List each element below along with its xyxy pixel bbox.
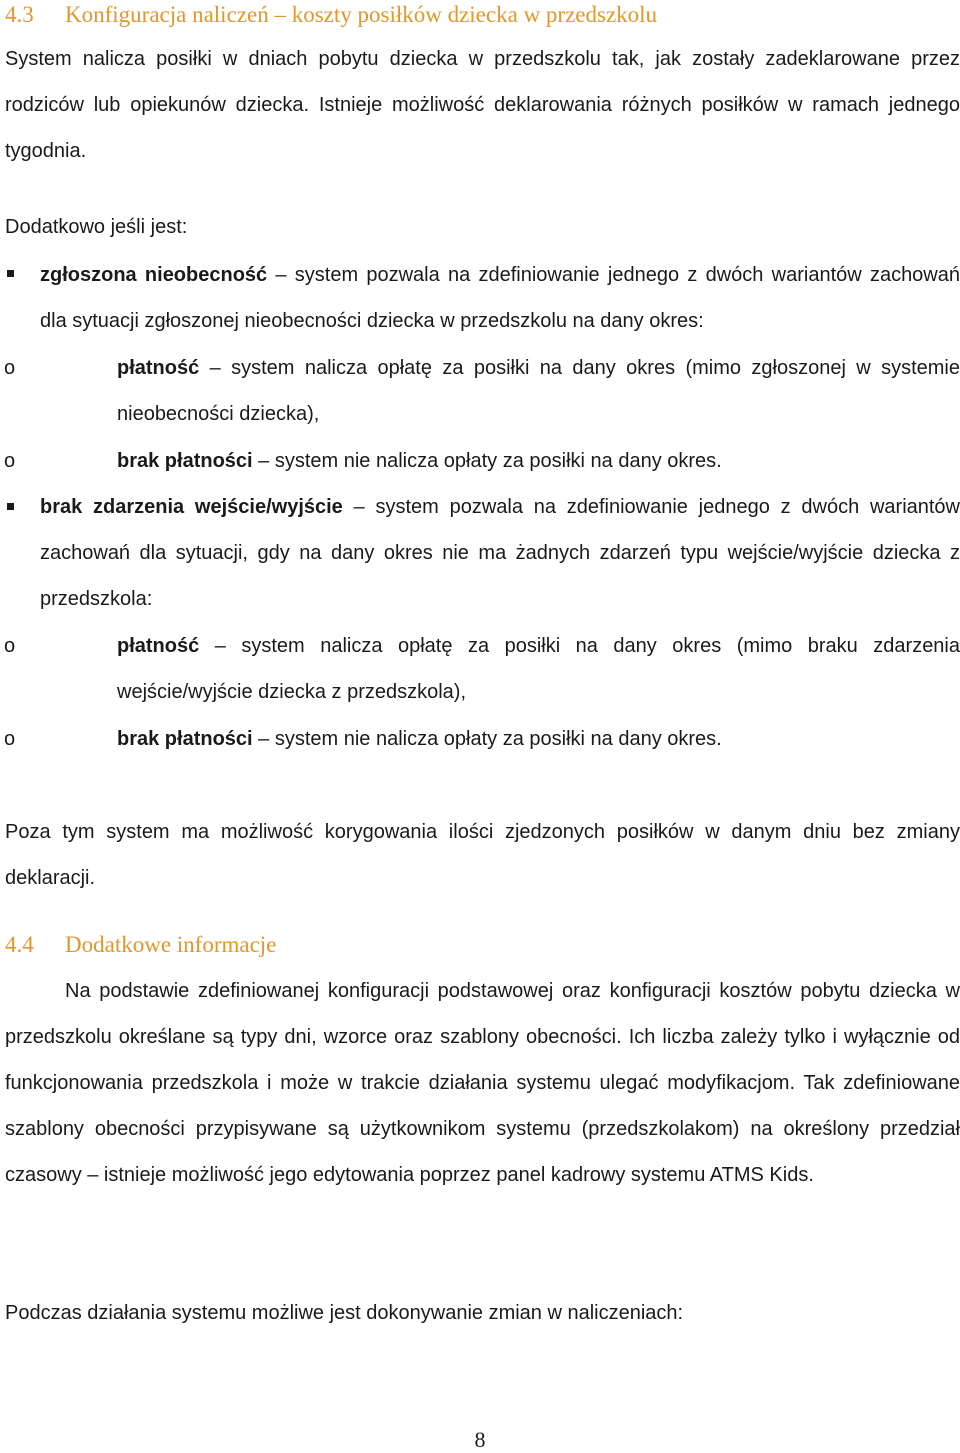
circle-bullet-icon: o <box>4 728 16 750</box>
sub-term: brak płatności <box>117 450 253 472</box>
sub-text: – system nalicza opłatę za posiłki na dany okres (mimo braku zdarzenia wejście/wyjście dziecka z przedszkola), <box>117 635 960 703</box>
additional-info-paragraph: Na podstawie zdefiniowanej konfiguracji podstawowej oraz konfiguracji kosztów pobytu dziecka w przedszkolu określane są typy dni, wzorce oraz szablony obecności. Ich liczba zależy tylko i wyłącznie od funkcjonowania przedszkola i może w trakcie działania systemu ulegać modyfikacjom. Tak zdefiniowane szablony obecności przypisywane są użytkownikom systemu (przedszkolakom) na określony przedział czasowy – istnieje możliwość jego edytowania poprzez panel kadrowy systemu ATMS Kids. <box>5 980 960 1186</box>
sub-text: – system nalicza opłatę za posiłki na dany okres (mimo zgłoszonej w systemie nieobecności dziecka), <box>117 357 960 425</box>
sub-item <box>117 345 960 437</box>
sub-term: płatność <box>117 357 200 379</box>
sub-item <box>117 438 960 484</box>
additionally-label: Dodatkowo jeśli jest: <box>5 216 188 238</box>
sub-text: – system nie nalicza opłaty za posiłki na dany okres. <box>252 728 722 750</box>
bullet-text: – system pozwala na zdefiniowanie jednego z dwóch wariantów zachowań dla sytuacji zgłoszonej nieobecności dziecka w przedszkolu na dany okres: <box>40 264 960 332</box>
section-number: 4.3 <box>5 2 34 27</box>
sub-item <box>117 623 960 715</box>
page-number: 8 <box>474 1427 486 1452</box>
bullet-text: – system pozwala na zdefiniowanie jednego z dwóch wariantów zachowań dla sytuacji, gdy na dany okres nie ma żadnych zdarzeń typu wejście/wyjście dziecka z przedszkola: <box>40 496 960 610</box>
circle-bullet-icon: o <box>4 635 16 657</box>
intro-paragraph: System nalicza posiłki w dniach pobytu dziecka w przedszkolu tak, jak zostały zadeklarowane przez rodziców lub opiekunów dziecka. Istnieje możliwość deklarowania różnych posiłków w ramach jednego tygodnia. <box>5 48 960 162</box>
section-heading-4-3 <box>5 2 657 28</box>
section-title: Dodatkowe informacje <box>65 932 277 957</box>
square-bullet-icon <box>7 270 14 277</box>
correction-paragraph: Poza tym system ma możliwość korygowania ilości zjedzonych posiłków w danym dniu bez zmiany deklaracji. <box>5 821 960 889</box>
bullet-term: brak zdarzenia wejście/wyjście <box>40 496 343 518</box>
circle-bullet-icon: o <box>4 450 16 472</box>
section-heading-4-4 <box>5 932 276 958</box>
sub-term: płatność <box>117 635 200 657</box>
circle-bullet-icon: o <box>4 357 16 379</box>
section-title: Konfiguracja naliczeń – koszty posiłków dziecka w przedszkolu <box>65 2 658 27</box>
bullet-item <box>40 484 960 622</box>
changes-paragraph: Podczas działania systemu możliwe jest dokonywanie zmian w naliczeniach: <box>5 1302 684 1324</box>
square-bullet-icon <box>7 503 14 510</box>
sub-item <box>117 716 960 762</box>
bullet-item <box>40 252 960 344</box>
sub-text: – system nie nalicza opłaty za posiłki na dany okres. <box>252 450 722 472</box>
sub-term: brak płatności <box>117 728 253 750</box>
section-number: 4.4 <box>5 932 34 957</box>
bullet-term: zgłoszona nieobecność <box>40 264 268 286</box>
